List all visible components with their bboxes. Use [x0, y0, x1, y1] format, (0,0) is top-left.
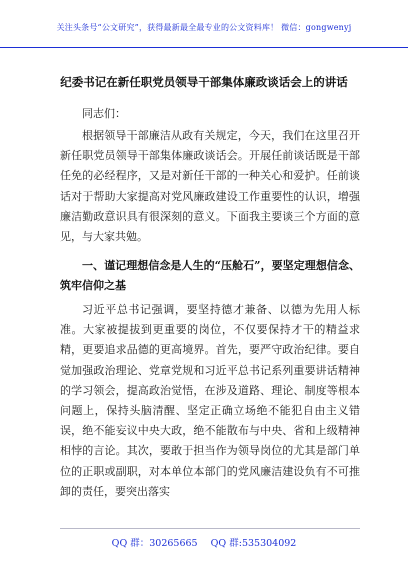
section-heading-1: 一、谨记理想信念是人生的“压舱石”，要坚定理想信念、筑牢信仰之基 [60, 259, 360, 292]
salutation: 同志们： [82, 107, 126, 120]
footer-qq-group-1: QQ 群：30265665 [111, 538, 198, 549]
paragraph-intro: 根据领导干部廉洁从政有关规定，今天，我们在这里召开新任职党员领导干部集体廉政谈话会。开展任前谈话既是干部任免的必经程序，又是对新任干部的一种关心和爱护。任前谈话对于帮助大家提高对党风廉政建设工作重要性的认识，增强廉洁勤政意识具有很深刻的意义。下面我主要谈三个方面的意见，与大家共勉。 [60, 129, 360, 244]
header-divider [0, 47, 408, 48]
footer-divider [60, 528, 360, 529]
document-title: 纪委书记在新任职党员领导干部集体廉政谈话会上的讲话 [60, 75, 348, 89]
header-banner: 关注头条号“公文研究”，获得最新最全最专业的公文资料库！ 微信：gongwenyj [56, 23, 352, 32]
footer-qq-group-2: QQ 群:535304092 [210, 538, 297, 549]
paragraph-section-1: 习近平总书记强调，要坚持德才兼备、以德为先用人标准。大家被提拔到更重要的岗位，不仅要保持才干的精益求精，更要追求品德的更高境界。首先，要严守政治纪律。要自觉加强政治理论、党章党规和习近平总书记系列重要讲话精神的学习领会，提高政治觉悟，在涉及道路、理论、制度等根本问题上，保持头脑清醒、坚定正确立场绝不能犯自由主义错误，绝不能妄议中央大政，绝不能散布与中央、省和上级精神相悖的言论。其次，要敢于担当作为领导岗位的尤其是部门单位的正职或副职，对本单位本部门的党风廉洁建设负有不可推卸的责任，要突出落实 [60, 303, 360, 498]
footer [0, 535, 408, 549]
